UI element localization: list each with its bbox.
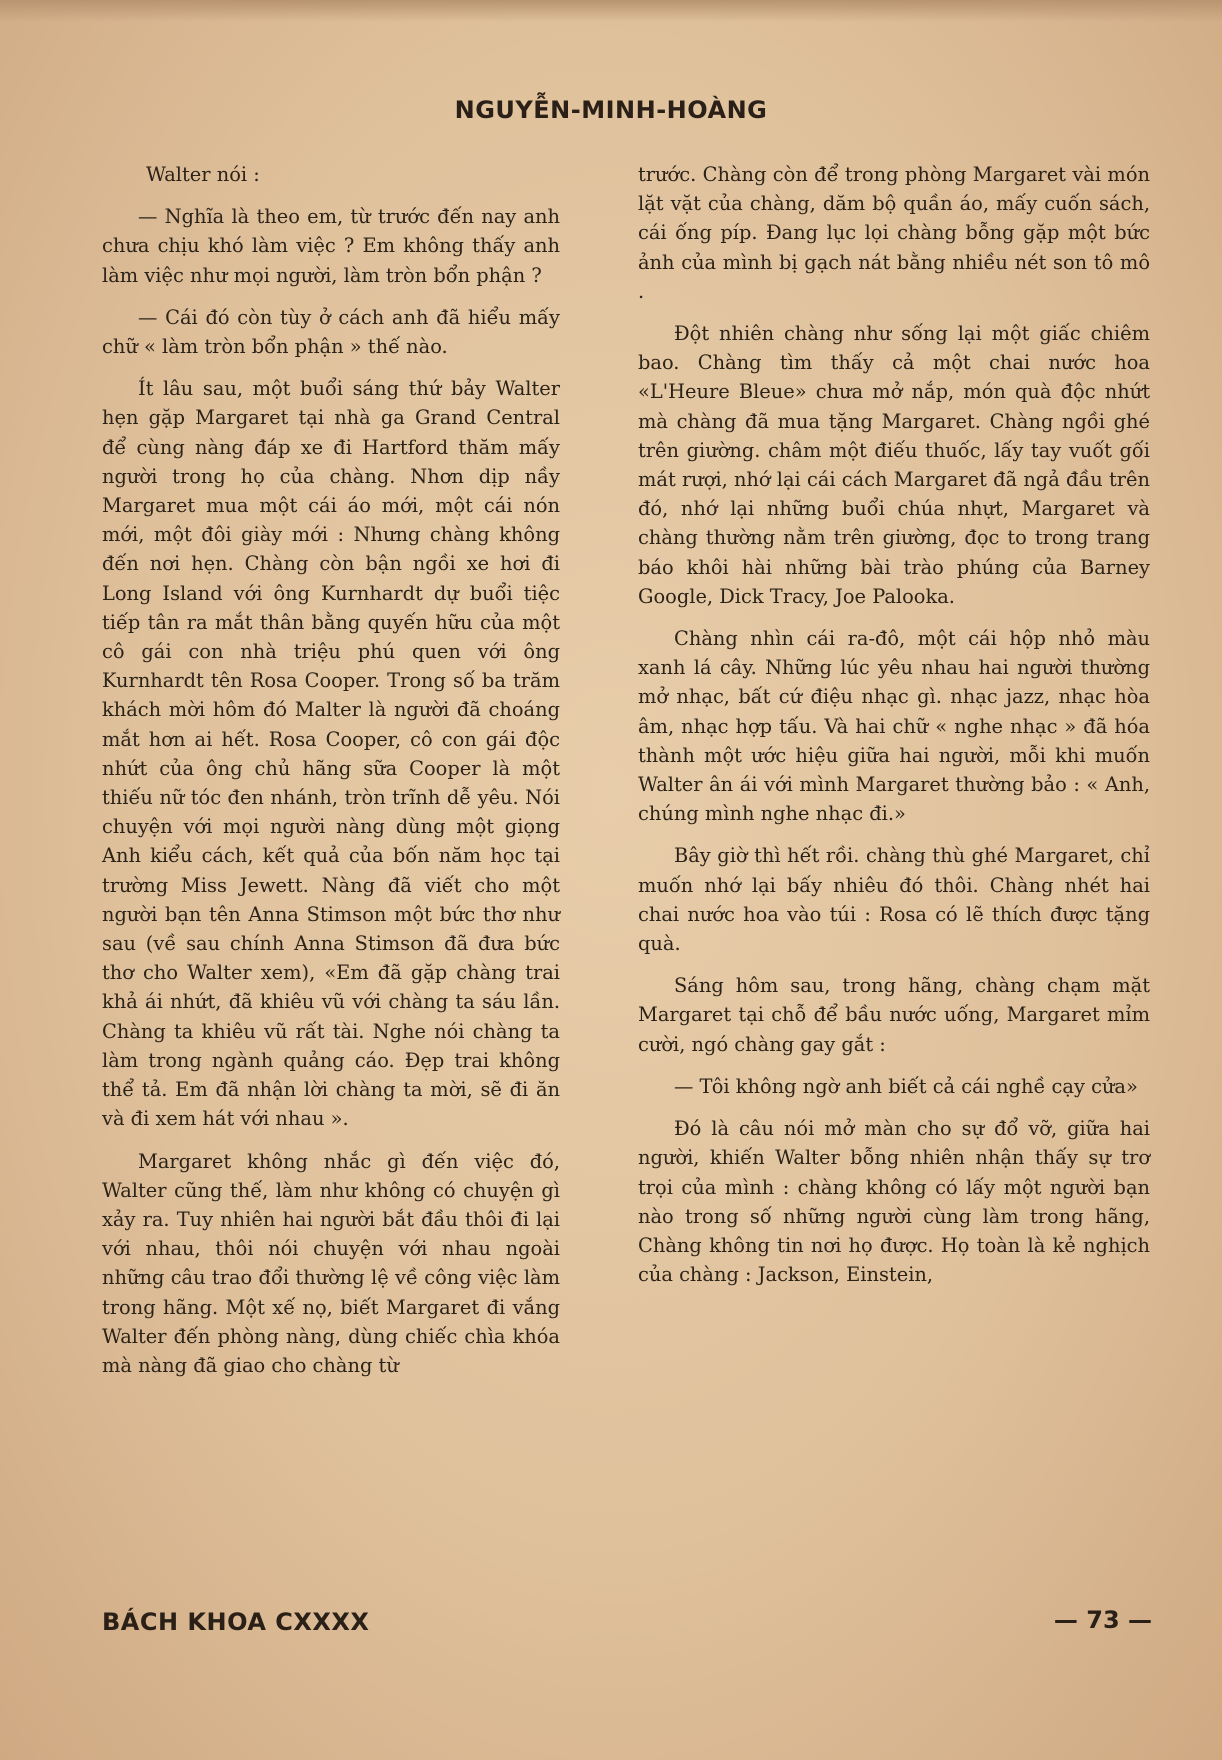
paragraph: Bây giờ thì hết rồi. chàng thù ghé Margaret, chỉ muốn nhớ lại bấy nhiêu đó thôi. Chàng nhét hai chai nước hoa vào túi : Rosa có lẽ thích được tặng quà.: [638, 844, 1150, 956]
paragraph: Chàng nhìn cái ra-đô, một cái hộp nhỏ màu xanh lá cây. Những lúc yêu nhau hai người thường mở nhạc, bất cứ điệu nhạc gì. nhạc jazz, nhạc hòa âm, nhạc hợp tấu. Và hai chữ « nghe nhạc » đã hóa thành một ước hiệu giữa hai người, mỗi khi muốn Walter ân ái với mình Margaret thường bảo : « Anh, chúng mình nghe nhạc đi.»: [638, 627, 1150, 826]
page-header-author: NGUYỄN-MINH-HOÀNG: [454, 96, 768, 124]
paragraph: — Tôi không ngờ anh biết cả cái nghề cạy cửa»: [674, 1074, 1138, 1098]
paragraph: Đột nhiên chàng như sống lại một giấc chiêm bao. Chàng tìm thấy cả một chai nước hoa «L'Heure Bleue» chưa mở nắp, món quà độc nhứt mà chàng đã mua tặng Margaret. Chàng ngồi ghé trên giường. châm một điếu thuốc, lấy tay vuốt gối mát rượi, nhớ lại cái cách Margaret đã ngả đầu trên đó, nhớ lại những buổi chúa nhựt, Margaret và chàng thường nằm trên giường, đọc to trong trang báo khôi hài những bài trào phúng của Barney Google, Dick Tracy, Joe Palooka.: [638, 322, 1150, 608]
right-column: [638, 160, 1150, 1302]
paragraph: — Nghĩa là theo em, từ trước đến nay anh chưa chịu khó làm việc ? Em không thấy anh làm việc như mọi người, làm tròn bổn phận ?: [102, 205, 560, 287]
magazine-title-footer: BÁCH KHOA CXXXX: [102, 1608, 370, 1636]
paragraph: — Cái đó còn tùy ở cách anh đã hiểu mấy chữ « làm tròn bổn phận » thế nào.: [102, 305, 560, 359]
paragraph: Ít lâu sau, một buổi sáng thứ bảy Walter hẹn gặp Margaret tại nhà ga Grand Central để cùng nàng đáp xe đi Hartford thăm mấy người trong họ của chàng. Nhơn dịp nầy Margaret mua một cái áo mới, một cái nón mới, một đôi giày mới : Nhưng chàng không đến nơi hẹn. Chàng còn bận ngồi xe hơi đi Long Island với ông Kurnhardt dự buổi tiệc tiếp tân ra mắt thân bằng quyến hữu của một cô gái con nhà triệu phú quen với ông Kurnhardt tên Rosa Cooper. Trong số ba trăm khách mời hôm đó Malter là người đã choáng mắt hơn ai hết. Rosa Cooper, cô con gái độc nhứt của ông chủ hãng sữa Cooper là một thiếu nữ tóc đen nhánh, tròn trĩnh dễ yêu. Nói chuyện với mọi người nàng dùng một giọng Anh kiểu cách, kết quả của bốn năm học tại trường Miss Jewett. Nàng đã viết cho một người bạn tên Anna Stimson một bức thơ như sau (về sau chính Anna Stimson đã đưa bức thơ cho Walter xem), «Em đã gặp chàng trai khả ái nhứt, đã khiêu vũ với chàng ta sáu lần. Chàng ta khiêu vũ rất tài. Nghe nói chàng ta làm trong ngành quảng cáo. Đẹp trai không thể tả. Em đã nhận lời chàng ta mời, sẽ đi ăn và đi xem hát với nhau ».: [102, 377, 560, 1131]
paragraph: Đó là câu nói mở màn cho sự đổ vỡ, giữa hai người, khiến Walter bỗng nhiên nhận thấy sự trơ trọi của mình : chàng không có lấy một người bạn nào trong số những người cùng làm trong hãng, Chàng không tin nơi họ được. Họ toàn là kẻ nghịch của chàng : Jackson, Einstein,: [638, 1117, 1150, 1287]
paragraph: Margaret không nhắc gì đến việc đó, Walter cũng thế, làm như không có chuyện gì xảy ra. Tuy nhiên hai người bắt đầu thôi đi lại với nhau, thôi nói chuyện với nhau ngoài những câu trao đổi thường lệ về công việc làm trong hãng. Một xế nọ, biết Margaret đi vắng Walter đến phòng nàng, dùng chiếc chìa khóa mà nàng đã giao cho chàng từ: [102, 1149, 560, 1377]
paragraph: Sáng hôm sau, trong hãng, chàng chạm mặt Margaret tại chỗ để bầu nước uống, Margaret mỉm cười, ngó chàng gay gắt :: [638, 974, 1150, 1056]
paragraph: Walter nói :: [146, 163, 260, 186]
left-column: [102, 160, 560, 1393]
page-number: — 73 —: [1053, 1606, 1152, 1634]
paragraph: trước. Chàng còn để trong phòng Margaret vài món lặt vặt của chàng, dăm bộ quần áo, mấy cuốn sách, cái ống píp. Đang lục lọi chàng bỗng gặp một bức ảnh của mình bị gạch nát bằng nhiều nét son tô mô .: [638, 163, 1150, 303]
